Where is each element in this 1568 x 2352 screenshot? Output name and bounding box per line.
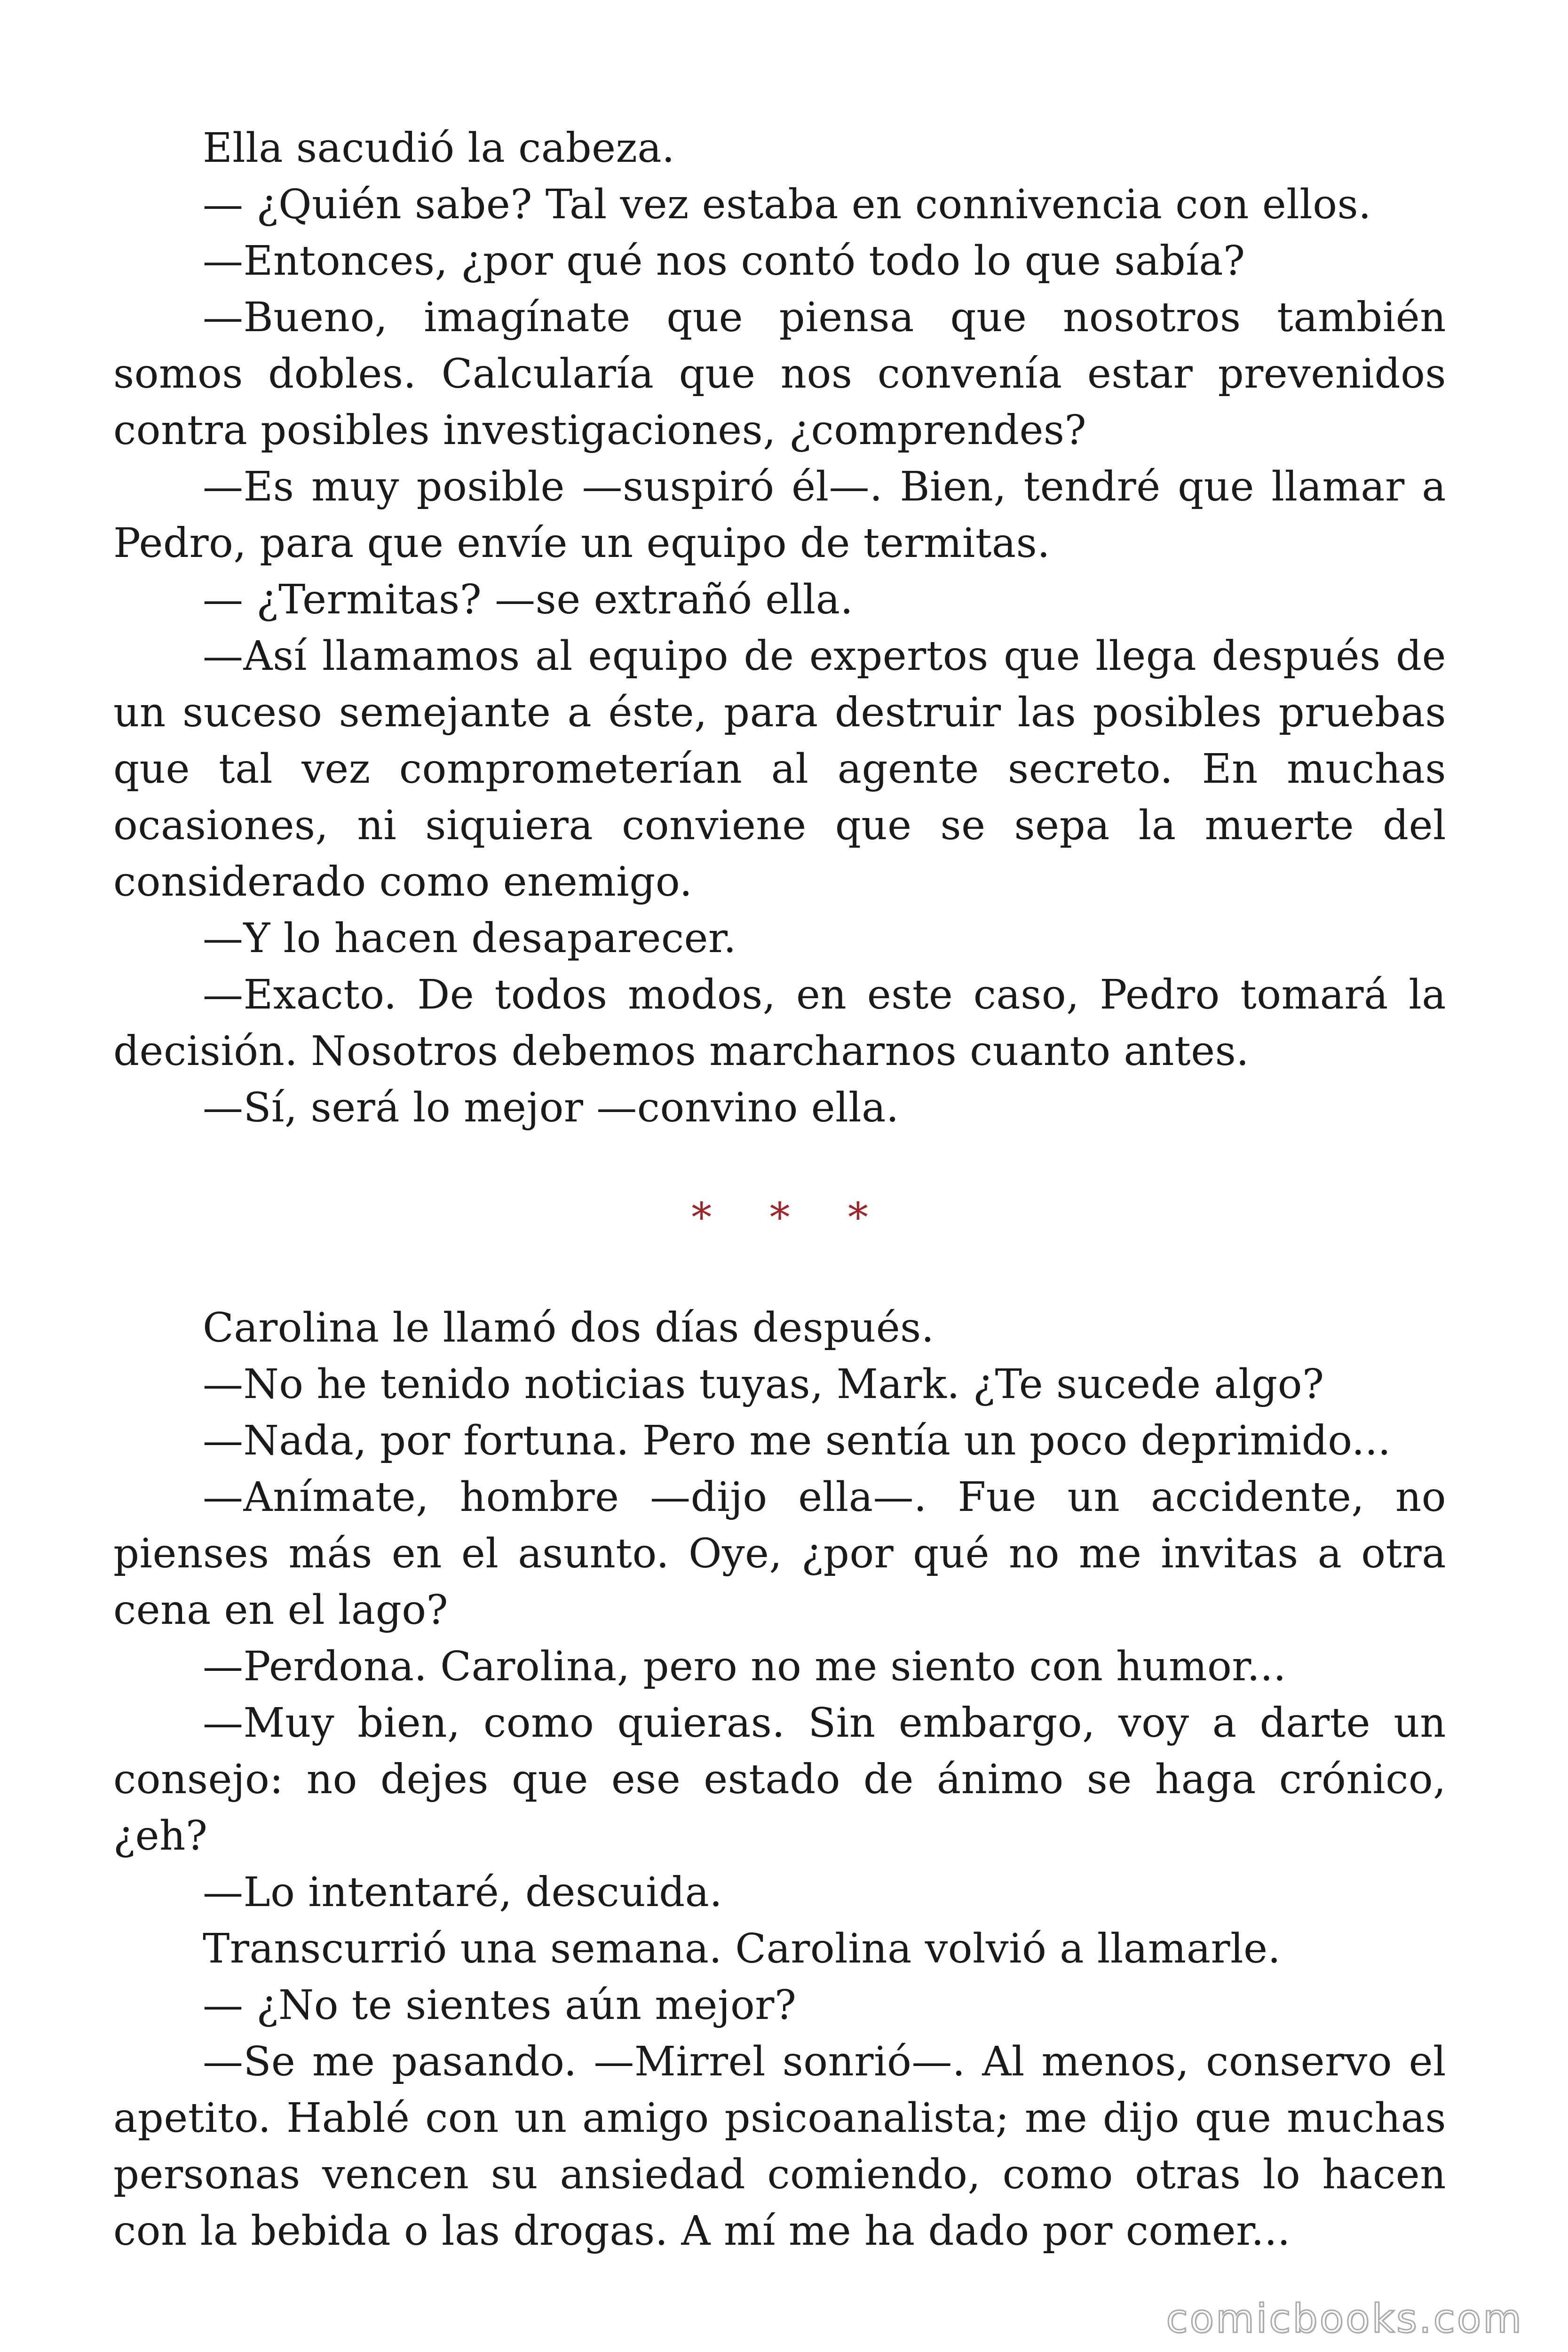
book-page [113,120,1446,2259]
paragraph: —Entonces, ¿por qué nos contó todo lo que sabía? [203,238,1245,285]
paragraph: — ¿Quién sabe? Tal vez estaba en connivencia con ellos. [203,181,1372,228]
paragraph: —Así llamamos al equipo de expertos que llega después de un suceso semejante a éste, para destruir las posibles pruebas que tal vez comprometerían al agente secreto. En muchas ocasiones, ni siquiera conviene que se sepa la muerte del considerado como enemigo. [113,633,1446,906]
paragraph: —Perdona. Carolina, pero no me siento con humor... [203,1643,1286,1690]
paragraph: —Muy bien, como quieras. Sin embargo, voy a darte un consejo: no dejes que ese estado de ánimo se haga crónico, ¿eh? [113,1700,1446,1859]
paragraph: — ¿No te sientes aún mejor? [203,1982,797,2029]
text-section-1 [113,120,1446,1136]
paragraph: —Y lo hacen desaparecer. [203,915,736,962]
paragraph: —No he tenido noticias tuyas, Mark. ¿Te sucede algo? [203,1361,1324,1408]
paragraph: —Nada, por fortuna. Pero me sentía un poco deprimido... [203,1417,1391,1464]
paragraph: —Sí, será lo mejor —convino ella. [203,1084,899,1131]
paragraph: Carolina le llamó dos días después. [203,1304,934,1351]
scene-break-separator: * * * [691,1194,891,1241]
text-section-2 [113,1300,1446,2259]
paragraph: —Anímate, hombre —dijo ella—. Fue un accidente, no pienses más en el asunto. Oye, ¿por qué no me invitas a otra cena en el lago? [113,1474,1446,1634]
paragraph: Ella sacudió la cabeza. [203,125,675,172]
paragraph: Transcurrió una semana. Carolina volvió a llamarle. [203,1925,1281,1972]
watermark-logo: comicbooks.com [1166,2296,1523,2342]
paragraph: — ¿Termitas? —se extrañó ella. [203,576,854,623]
paragraph: —Se me pasando. —Mirrel sonrió—. Al menos, conservo el apetito. Hablé con un amigo psicoanalista; me dijo que muchas personas vencen su ansiedad comiendo, como otras lo hacen con la bebida o las drogas. A mí me ha dado por comer... [113,2038,1446,2255]
paragraph: —Es muy posible —suspiró él—. Bien, tendré que llamar a Pedro, para que envíe un equipo de termitas. [113,463,1446,567]
paragraph: —Exacto. De todos modos, en este caso, Pedro tomará la decisión. Nosotros debemos marcharnos cuanto antes. [113,971,1446,1075]
paragraph: —Bueno, imagínate que piensa que nosotros también somos dobles. Calcularía que nos convenía estar prevenidos contra posibles investigaciones, ¿comprendes? [113,294,1446,454]
paragraph: —Lo intentaré, descuida. [203,1869,723,1916]
